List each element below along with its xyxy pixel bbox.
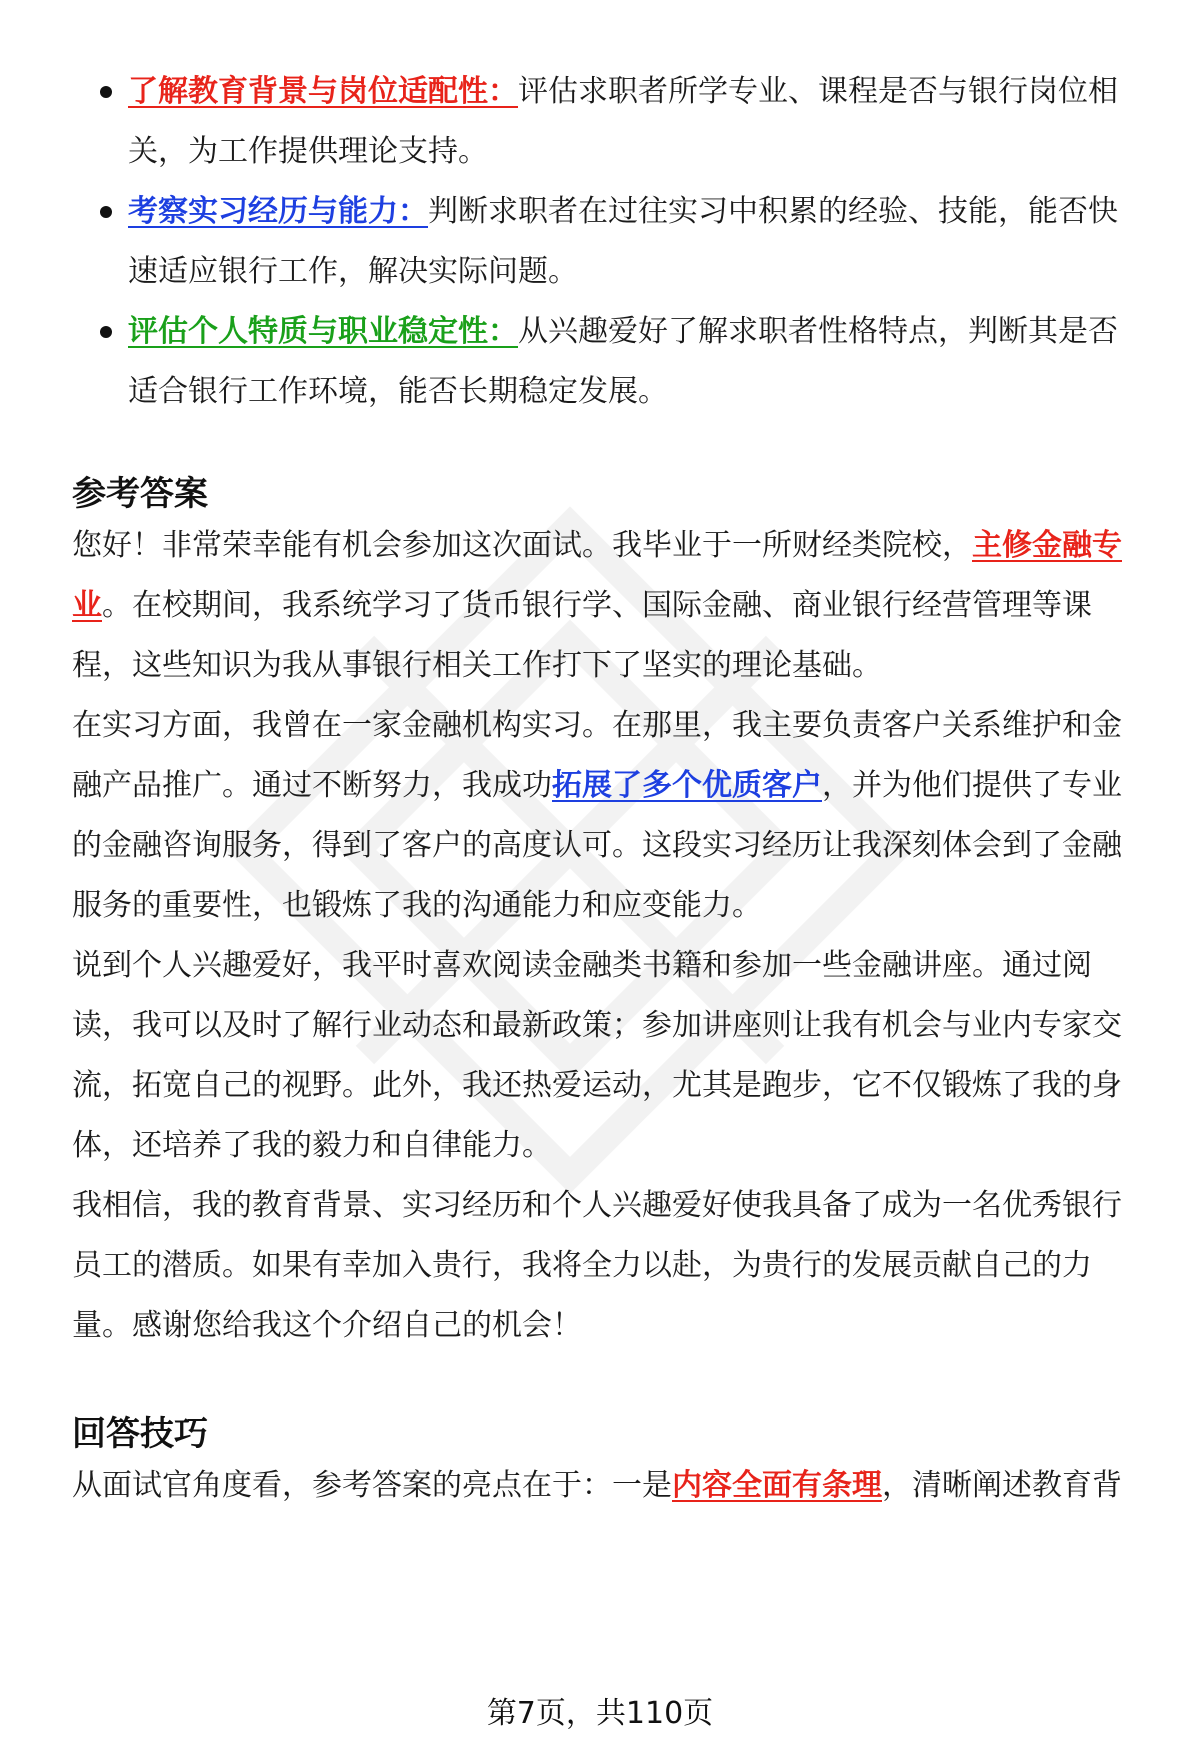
point-text: 从兴趣爱好了解求职者性格特点，判断其是否适合银行工作环境，能否长期稳定发展。 [128,314,1118,409]
text-segment: ，清晰阐述教育背 [882,1468,1122,1503]
key-points-list [72,62,1142,422]
main-content [72,62,1142,1516]
answer-paragraph-education [72,516,1142,696]
answer-paragraph-hobbies: 说到个人兴趣爱好，我平时喜欢阅读金融类书籍和参加一些金融讲座。通过阅读，我可以及时了解行业动态和最新政策；参加讲座则让我有机会与业内专家交流，拓宽自己的视野。此外，我还热爱运动，尤其是跑步，它不仅锻炼了我的身体，还培养了我的毅力和自律能力。 [72,948,1122,1163]
highlight-structure: 内容全面有条理 [672,1468,882,1503]
text-segment: 在实习方面，我曾在一家金融机构实习。在那里，我主要负责客户关系维护和金融产品推广。通过不断努力，我成功 [72,708,1122,803]
reference-answer-heading: 参考答案 [72,474,208,514]
answer-paragraph-closing: 我相信，我的教育背景、实习经历和个人兴趣爱好使我具备了成为一名优秀银行员工的潜质。如果有幸加入贵行，我将全力以赴，为贵行的发展贡献自己的力量。感谢您给我这个介绍自己的机会！ [72,1188,1122,1343]
text-segment: 从面试官角度看，参考答案的亮点在于：一是 [72,1468,672,1503]
point-label: 评估个人特质与职业稳定性： [128,314,518,349]
page-number: 第7页，共110页 [486,1696,714,1731]
text-segment: ，并为他们提供了专业的金融咨询服务，得到了客户的高度认可。这段实习经历让我深刻体会到了金融服务的重要性，也锻炼了我的沟通能力和应变能力。 [72,768,1122,923]
highlight-major: 主修金融专业 [72,528,1122,623]
answer-paragraph-internship [72,696,1142,936]
point-text: 判断求职者在过往实习中积累的经验、技能，能否快速适应银行工作，解决实际问题。 [128,194,1118,289]
list-item [72,182,1142,302]
list-item [72,62,1142,182]
text-segment: 。在校期间，我系统学习了货币银行学、国际金融、商业银行经营管理等课程，这些知识为我从事银行相关工作打下了坚实的理论基础。 [72,588,1092,683]
point-label: 了解教育背景与岗位适配性： [128,74,518,109]
bullet-dot-icon [100,86,112,98]
bullet-dot-icon [100,206,112,218]
point-label: 考察实习经历与能力： [128,194,428,229]
highlight-clients: 拓展了多个优质客户 [552,768,822,803]
tips-paragraph [72,1456,1142,1516]
answer-tips-heading: 回答技巧 [72,1414,208,1454]
list-item [72,302,1142,422]
text-segment: 您好！非常荣幸能有机会参加这次面试。我毕业于一所财经类院校， [72,528,972,563]
bullet-dot-icon [100,326,112,338]
point-text: 评估求职者所学专业、课程是否与银行岗位相关，为工作提供理论支持。 [128,74,1118,169]
